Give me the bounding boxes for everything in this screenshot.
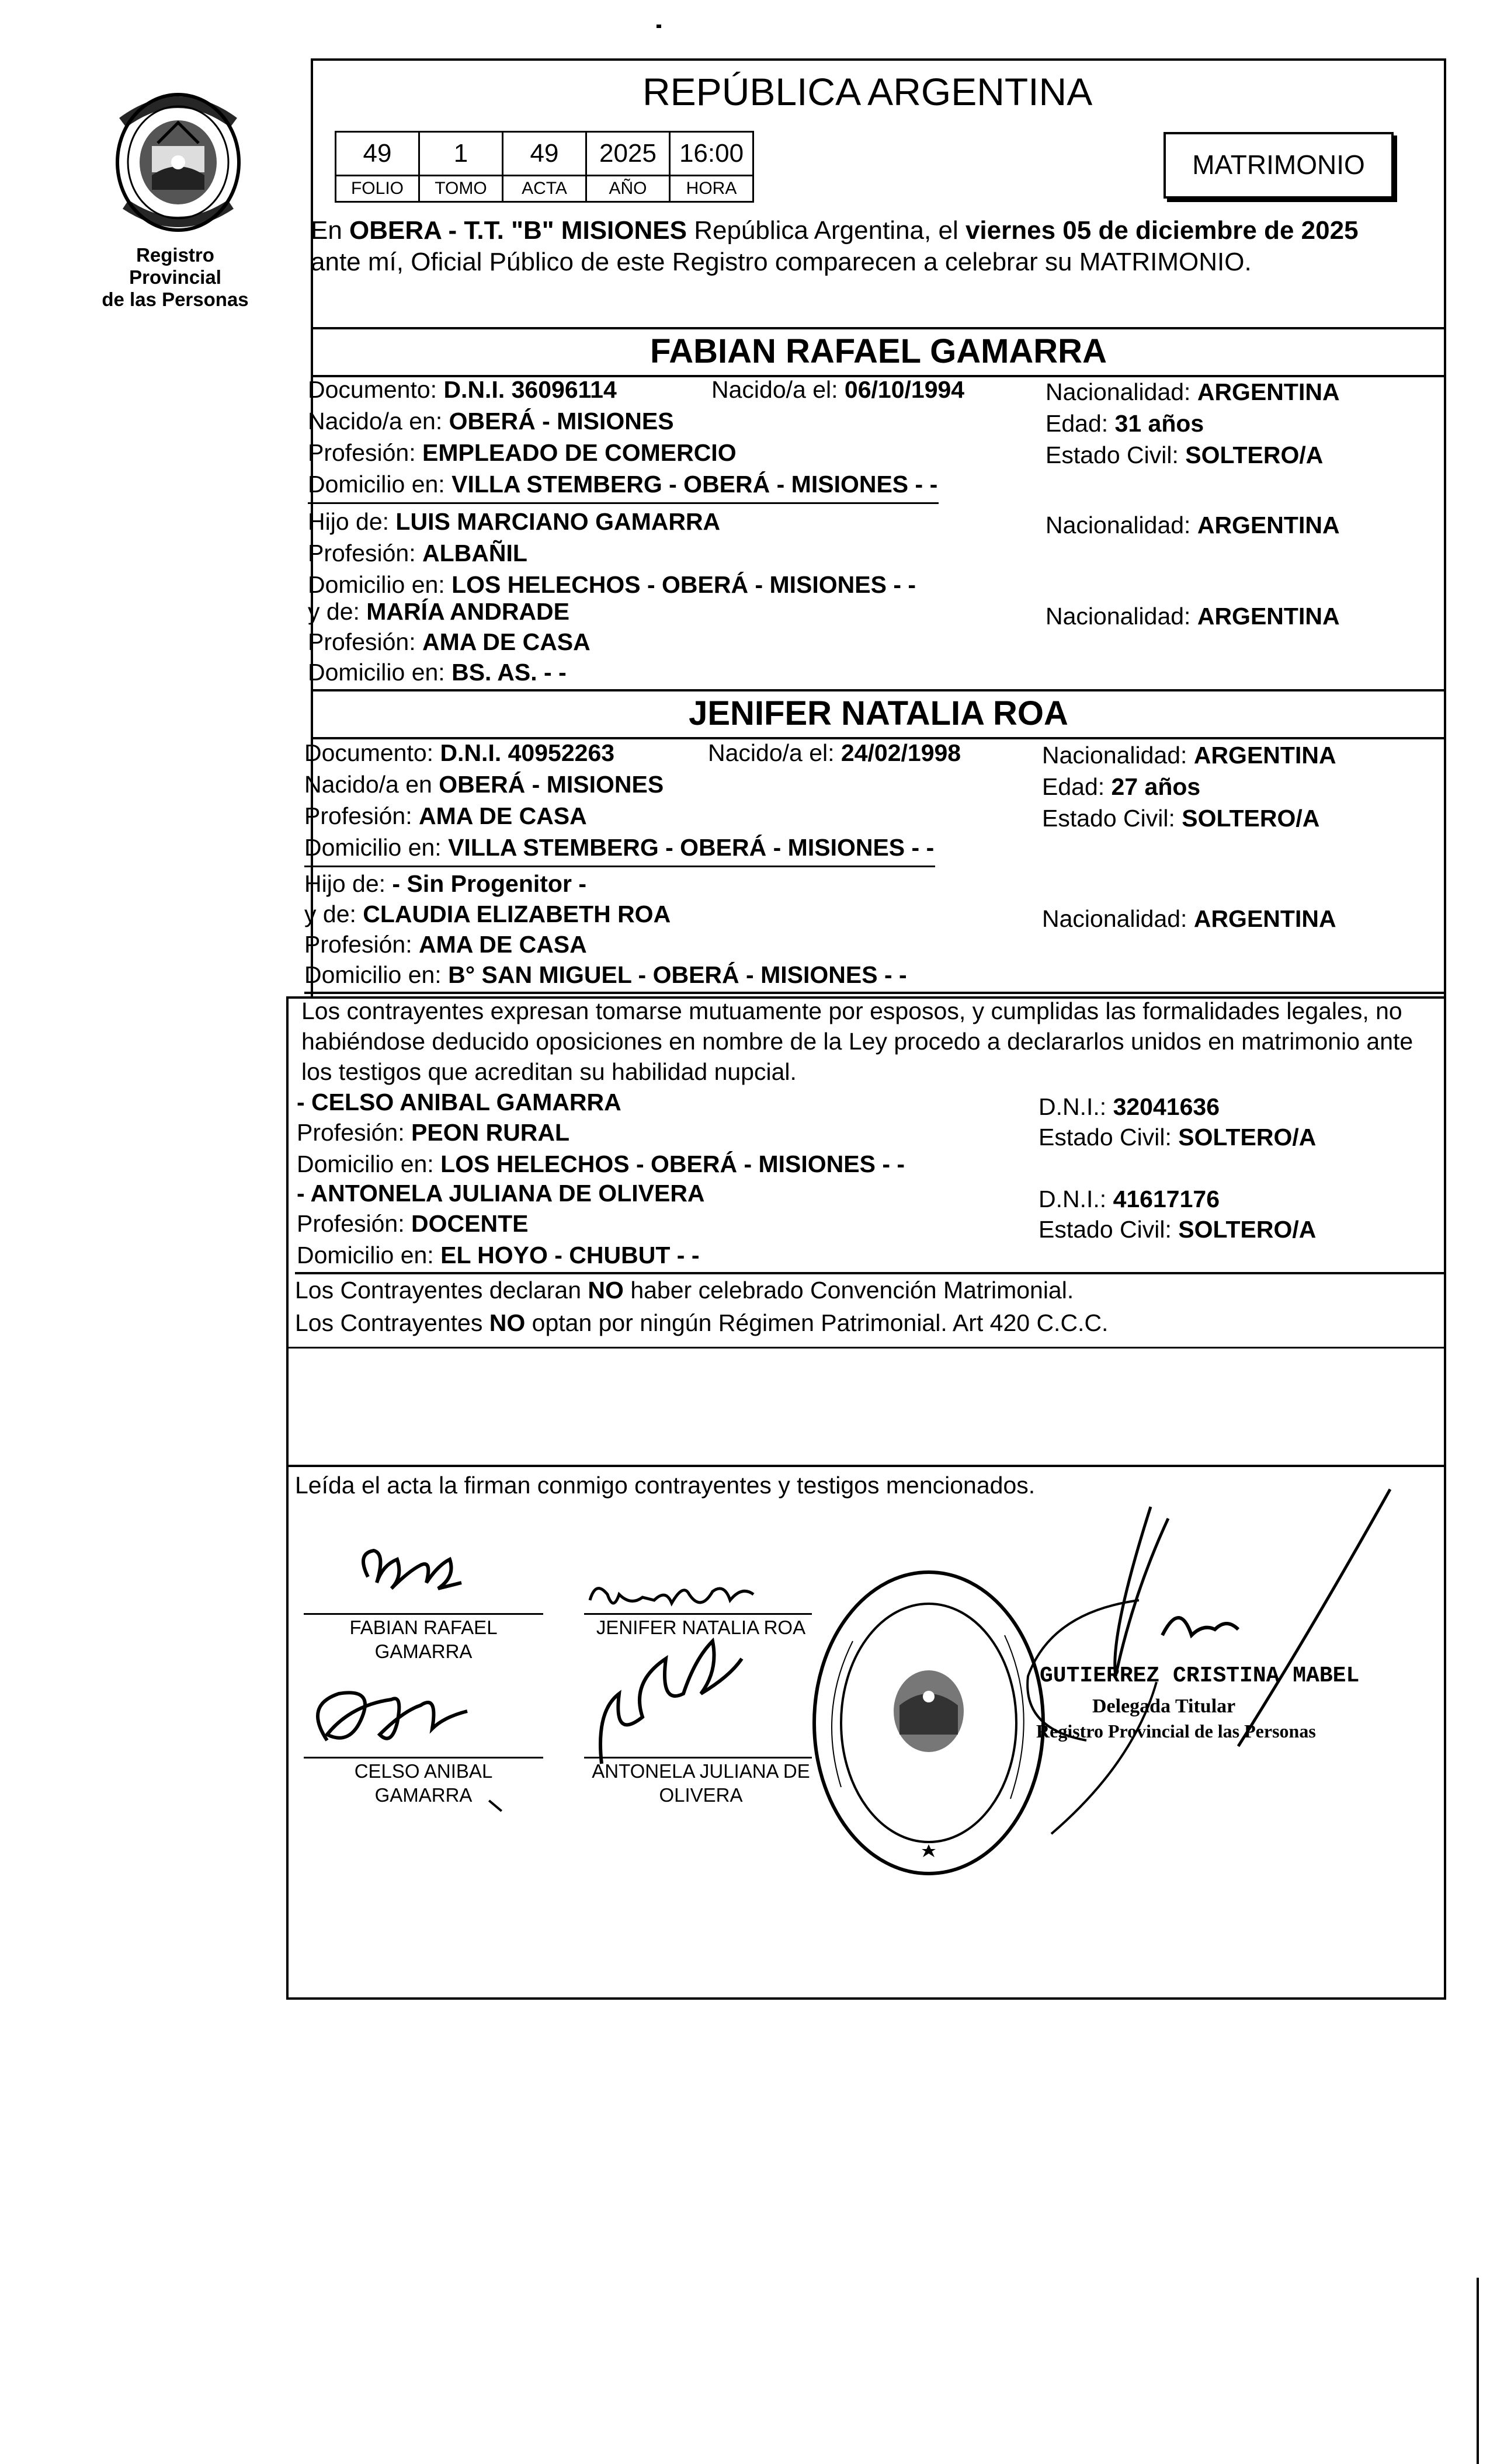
- registry-stamp-icon: [806, 1565, 1051, 1881]
- groom-mother-profession: [308, 628, 591, 656]
- witness-1-dni-label: D.N.I.:: [1039, 1093, 1113, 1120]
- bride-born-value: 24/02/1998: [840, 739, 961, 766]
- bride-nat-value: ARGENTINA: [1193, 742, 1336, 769]
- patrimonial-l1a: Los Contrayentes declaran: [295, 1277, 588, 1304]
- groom-father-dom-value: LOS HELECHOS - OBERÁ - MISIONES - -: [451, 571, 916, 598]
- closing-statement: Leída el acta la firman conmigo contrayentes y testigos mencionados.: [295, 1472, 1036, 1499]
- register-table: [335, 131, 754, 203]
- divider-closing-top: [286, 1465, 1446, 1467]
- groom-sig-line1: FABIAN RAFAEL: [349, 1617, 498, 1638]
- bride-doc-value: D.N.I. 40952263: [440, 739, 615, 766]
- groom-born-label: Nacido/a el:: [711, 376, 845, 403]
- bride-signature-line: [584, 1613, 812, 1615]
- declaration-line-1: Los contrayentes expresan tomarse mutuamente por esposos, y cumplidas las formalidades legales, no: [301, 998, 1402, 1024]
- divider-groom-parents: [308, 502, 939, 504]
- groom-civil-status: [1046, 442, 1323, 469]
- witness-1-dom-value: LOS HELECHOS - OBERÁ - MISIONES - -: [440, 1151, 905, 1177]
- witness-1-domicile: [297, 1151, 905, 1178]
- bride-mother-value: CLAUDIA ELIZABETH ROA: [363, 901, 671, 927]
- bride-age-label: Edad:: [1042, 773, 1112, 800]
- witness-1-civil-status: [1039, 1124, 1316, 1151]
- act-type-box: MATRIMONIO: [1163, 132, 1394, 199]
- witness-2-prof-label: Profesión:: [297, 1210, 411, 1237]
- witness-2-profession: [297, 1210, 528, 1238]
- groom-profession: [308, 439, 737, 467]
- tomo-label: TOMO: [419, 176, 503, 202]
- groom-mother-nat-label: Nacionalidad:: [1046, 603, 1197, 630]
- bride-prof-label: Profesión:: [304, 802, 419, 829]
- bride-nationality: [1042, 742, 1336, 769]
- groom-dom-label: Domicilio en:: [308, 471, 452, 498]
- groom-mother-domicile: [308, 659, 567, 686]
- hora-value: 16:00: [670, 132, 753, 176]
- witness-1-signature: [304, 1670, 479, 1764]
- groom-father-label: Hijo de:: [308, 508, 396, 535]
- bride-mother-domicile: [304, 961, 907, 989]
- intro-prefix: En: [311, 216, 350, 245]
- witness-1-dni-value: 32041636: [1113, 1093, 1220, 1120]
- divider-bride-parents: [304, 866, 935, 867]
- logo-caption: [88, 244, 263, 311]
- witness-2-domicile: [297, 1242, 700, 1269]
- groom-father-prof-value: ALBAÑIL: [422, 540, 527, 567]
- folio-label: FOLIO: [336, 176, 419, 202]
- patrimonial-l1b: NO: [588, 1277, 624, 1304]
- bride-prof-value: AMA DE CASA: [419, 802, 587, 829]
- groom-nationality: [1046, 378, 1340, 406]
- bride-dom-value: VILLA STEMBERG - OBERÁ - MISIONES - -: [448, 834, 935, 861]
- bride-mother-nationality: [1042, 905, 1336, 933]
- witness-2-dni-value: 41617176: [1113, 1186, 1220, 1212]
- groom-nat-value: ARGENTINA: [1197, 378, 1340, 405]
- groom-father-nationality: [1046, 512, 1340, 539]
- bride-birthplace: [304, 771, 664, 798]
- witness-1-civil-value: SOLTERO/A: [1178, 1124, 1317, 1151]
- bride-mother-nat-value: ARGENTINA: [1193, 905, 1336, 932]
- groom-mother-prof-label: Profesión:: [308, 628, 422, 655]
- bride-mother-dom-label: Domicilio en:: [304, 961, 449, 988]
- groom-father: [308, 508, 720, 536]
- intro-line-2: ante mí, Oficial Público de este Registro comparecen a celebrar su MATRIMONIO.: [311, 248, 1252, 276]
- patrimonial-l2b: NO: [489, 1309, 526, 1336]
- witness-1-sig-line1: CELSO ANIBAL: [354, 1760, 493, 1782]
- hora-label: HORA: [670, 176, 753, 202]
- official-name: GUTIERREZ CRISTINA MABEL: [1040, 1663, 1360, 1688]
- witness-2-sig-line2: OLIVERA: [659, 1784, 743, 1806]
- bride-mother-nat-label: Nacionalidad:: [1042, 905, 1194, 932]
- bride-name: JENIFER NATALIA ROA: [689, 694, 1068, 732]
- bride-dom-label: Domicilio en:: [304, 834, 449, 861]
- groom-prof-value: EMPLEADO DE COMERCIO: [422, 439, 737, 466]
- witness-1-sig-line2: GAMARRA: [374, 1784, 473, 1806]
- patrimonial-line-1: [295, 1277, 1074, 1304]
- bride-doc-label: Documento:: [304, 739, 440, 766]
- groom-mother-label: y de:: [308, 598, 367, 625]
- groom-mother-value: MARÍA ANDRADE: [366, 598, 570, 625]
- intro-mid: República Argentina, el: [686, 216, 965, 245]
- witness-1-dni: [1039, 1093, 1220, 1121]
- groom-nat-label: Nacionalidad:: [1046, 378, 1197, 405]
- bride-mother-prof-value: AMA DE CASA: [419, 931, 587, 958]
- country-title: REPÚBLICA ARGENTINA: [642, 70, 1093, 113]
- bride-father: [304, 870, 586, 898]
- official-role: Delegada Titular: [1092, 1695, 1236, 1717]
- groom-father-profession: [308, 540, 527, 567]
- groom-doc-value: D.N.I. 36096114: [443, 376, 617, 403]
- groom-domicile: [308, 471, 937, 498]
- logo-caption-line1: Registro Provincial: [129, 244, 221, 288]
- divider-declaration-top: [304, 992, 1446, 994]
- groom-signature-line: [304, 1613, 543, 1615]
- groom-father-nat-label: Nacionalidad:: [1046, 512, 1197, 538]
- declaration-line-2: habiéndose deducido oposiciones en nombre de la Ley procedo a declararlos unidos en matrimonio ante: [301, 1028, 1413, 1055]
- bride-age: [1042, 773, 1200, 801]
- bride-name-band: [311, 690, 1446, 737]
- groom-birthplace: [308, 408, 674, 435]
- witness-1-civil-label: Estado Civil:: [1039, 1124, 1179, 1151]
- patrimonial-l1c: haber celebrado Convención Matrimonial.: [623, 1277, 1074, 1304]
- bride-mother-label: y de:: [304, 901, 363, 927]
- bride-birthplace-label: Nacido/a en: [304, 771, 439, 798]
- witness-1-prof-label: Profesión:: [297, 1119, 411, 1146]
- groom-age: [1046, 410, 1204, 437]
- groom-mother: [308, 598, 569, 625]
- bride-mother-profession: [304, 931, 587, 958]
- bride-civil-value: SOLTERO/A: [1182, 805, 1320, 832]
- groom-mother-nationality: [1046, 603, 1340, 630]
- bride-father-value: - Sin Progenitor -: [392, 870, 586, 897]
- groom-civil-label: Estado Civil:: [1046, 442, 1186, 468]
- witness-1-profession: [297, 1119, 569, 1146]
- divider-patrimonial-bottom: [286, 1347, 1446, 1349]
- groom-mother-dom-value: BS. AS. - -: [451, 659, 567, 686]
- bride-sig-line1: JENIFER NATALIA ROA: [596, 1617, 806, 1638]
- groom-signature-label: [315, 1615, 532, 1664]
- witness-2-civil-label: Estado Civil:: [1039, 1216, 1179, 1243]
- groom-doc-label: Documento:: [308, 376, 444, 403]
- bride-civil-label: Estado Civil:: [1042, 805, 1182, 832]
- patrimonial-line-2: [295, 1309, 1108, 1337]
- bride-father-label: Hijo de:: [304, 870, 393, 897]
- groom-prof-label: Profesión:: [308, 439, 422, 466]
- witness-2-sig-line1: ANTONELA JULIANA DE: [592, 1760, 810, 1782]
- top-mark: [657, 25, 661, 28]
- patrimonial-l2a: Los Contrayentes: [295, 1309, 489, 1336]
- witness-2-dni-label: D.N.I.:: [1039, 1186, 1113, 1212]
- intro-date: viernes 05 de diciembre de 2025: [965, 216, 1359, 245]
- bride-mother-dom-value: B° SAN MIGUEL - OBERÁ - MISIONES - -: [448, 961, 907, 988]
- witness-1-signature-label: [315, 1759, 532, 1808]
- groom-signature: [350, 1542, 467, 1612]
- bride-born-label: Nacido/a el:: [708, 739, 841, 766]
- groom-birthplace-value: OBERÁ - MISIONES: [449, 408, 674, 435]
- groom-father-value: LUIS MARCIANO GAMARRA: [395, 508, 721, 535]
- witness-1-signature-line: [304, 1757, 543, 1758]
- groom-father-nat-value: ARGENTINA: [1197, 512, 1340, 538]
- witness-2-name: - ANTONELA JULIANA DE OLIVERA: [297, 1180, 705, 1207]
- tomo-value: 1: [419, 132, 503, 176]
- groom-civil-value: SOLTERO/A: [1185, 442, 1324, 468]
- groom-age-value: 31 años: [1114, 410, 1204, 437]
- groom-mother-dom-label: Domicilio en:: [308, 659, 452, 686]
- groom-dom-value: VILLA STEMBERG - OBERÁ - MISIONES - -: [451, 471, 938, 498]
- groom-born: [711, 376, 964, 404]
- declaration-line-3: los testigos que acreditan su habilidad nupcial.: [301, 1058, 797, 1085]
- groom-mother-nat-value: ARGENTINA: [1197, 603, 1340, 630]
- groom-document: [308, 376, 617, 404]
- intro-line-1: [311, 216, 1359, 246]
- groom-mother-prof-value: AMA DE CASA: [422, 628, 591, 655]
- witness-2-signature: [578, 1624, 753, 1775]
- bride-born: [708, 739, 961, 767]
- groom-sig-line2: GAMARRA: [374, 1641, 473, 1663]
- witness-2-dom-label: Domicilio en:: [297, 1242, 441, 1269]
- divider-patrimonial-top: [295, 1272, 1446, 1274]
- anio-value: 2025: [586, 132, 670, 176]
- province-seal-icon: [111, 88, 245, 234]
- patrimonial-l2c: optan por ningún Régimen Patrimonial. Art 420 C.C.C.: [525, 1309, 1109, 1336]
- witness-1-prof-value: PEON RURAL: [411, 1119, 570, 1146]
- groom-father-prof-label: Profesión:: [308, 540, 422, 567]
- bride-age-value: 27 años: [1111, 773, 1201, 800]
- witness-2-signature-line: [584, 1757, 812, 1758]
- witness-1-dom-label: Domicilio en:: [297, 1151, 441, 1177]
- groom-name-band: [311, 328, 1446, 375]
- witness-2-civil-status: [1039, 1216, 1316, 1243]
- official-office: Registro Provincial de las Personas: [1036, 1721, 1316, 1742]
- logo-caption-line2: de las Personas: [102, 288, 249, 310]
- folio-value: 49: [336, 132, 419, 176]
- bride-document: [304, 739, 614, 767]
- bride-mother-prof-label: Profesión:: [304, 931, 419, 958]
- bride-mother: [304, 901, 671, 928]
- groom-name: FABIAN RAFAEL GAMARRA: [650, 332, 1107, 370]
- witness-2-dni: [1039, 1186, 1220, 1213]
- witness-1-name: - CELSO ANIBAL GAMARRA: [297, 1089, 621, 1115]
- groom-father-dom-label: Domicilio en:: [308, 571, 452, 598]
- acta-label: ACTA: [503, 176, 586, 202]
- acta-value: 49: [503, 132, 586, 176]
- groom-born-value: 06/10/1994: [844, 376, 965, 403]
- right-edge-line: [1477, 2278, 1479, 2464]
- groom-age-label: Edad:: [1046, 410, 1115, 437]
- bride-domicile: [304, 834, 934, 861]
- intro-place: OBERA - T.T. "B" MISIONES: [349, 216, 687, 245]
- anio-label: AÑO: [586, 176, 670, 202]
- witness-2-civil-value: SOLTERO/A: [1178, 1216, 1317, 1243]
- groom-birthplace-label: Nacido/a en:: [308, 408, 449, 435]
- witness-2-prof-value: DOCENTE: [411, 1210, 529, 1237]
- bride-civil-status: [1042, 805, 1319, 832]
- bride-profession: [304, 802, 587, 830]
- bride-nat-label: Nacionalidad:: [1042, 742, 1194, 769]
- bride-birthplace-value: OBERÁ - MISIONES: [439, 771, 664, 798]
- groom-father-domicile: [308, 571, 916, 599]
- witness-2-dom-value: EL HOYO - CHUBUT - -: [440, 1242, 700, 1269]
- witness-2-signature-label: [578, 1759, 824, 1808]
